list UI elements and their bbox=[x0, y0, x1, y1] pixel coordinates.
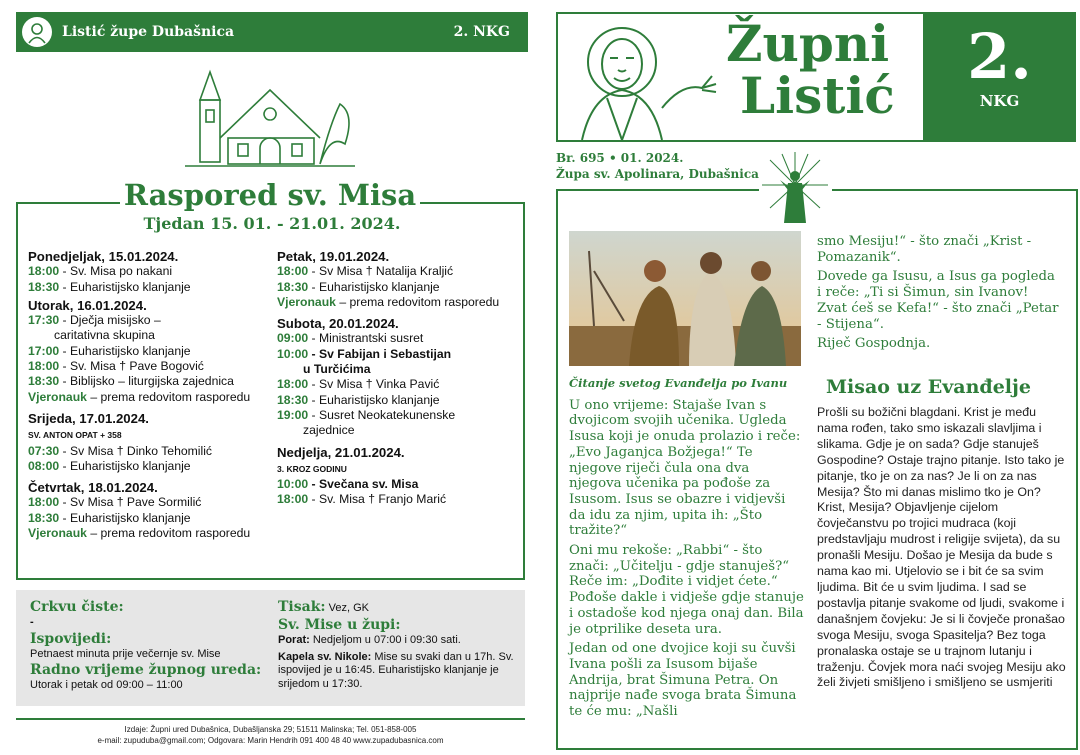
schedule-entry: 18:00 - Sv Misa † Natalija Kraljić bbox=[277, 264, 454, 279]
gospel-column-left bbox=[569, 376, 804, 724]
info-column-1 bbox=[30, 598, 270, 693]
masses-heading: Sv. Mise u župi: bbox=[278, 617, 401, 633]
gospel-column-right bbox=[817, 234, 1062, 356]
gospel-paragraph: Jedan od one dvojice koji su čuvši Ivana pošli za Isusom bijaše Andrija, brat Šimuna Petra. On najprije nađe svoga brata Šimuna te će mu: „Našli bbox=[569, 641, 797, 720]
day-heading: Ponedjeljak, 15.01.2024. bbox=[28, 249, 179, 264]
gospel-painting bbox=[569, 231, 801, 366]
saint-portrait-icon bbox=[562, 18, 732, 140]
schedule-title: Raspored sv. Misa bbox=[120, 178, 420, 212]
schedule-entry: 17:00 - Euharistijsko klanjanje bbox=[28, 343, 191, 358]
issue-line-1: Br. 695 • 01. 2024. bbox=[556, 151, 684, 165]
schedule-entry: 18:00 - Sv Misa † Vinka Pavić bbox=[277, 377, 440, 392]
gospel-paragraph: U ono vrijeme: Stajaše Ivan s dvojicom svojih učenika. Ugleda Isusa koji je onuda prolazio i reče: „Evo Jaganjca Božjega!“ Te njegove riječi čula ona dva njegova učenika pa pođoše za Isusom. Isus se obazre i vidjevši da idu za njim, upita ih: „Što tražite?“ bbox=[569, 397, 801, 539]
day-heading: Petak, 19.01.2024. bbox=[277, 249, 390, 264]
schedule-entry: 10:00 - Sv Fabijan i Sebastijan bbox=[277, 346, 452, 361]
church-drawing-icon bbox=[180, 60, 360, 175]
chapel-line: Kapela sv. Nikole: Mise su svaki dan u 17h. Sv. ispovijed je u 16:45. Euharistijsko klanjanje je srijedom u 17:30. bbox=[278, 650, 514, 690]
masthead-title-line-2: Listić bbox=[740, 66, 895, 125]
schedule-entry: 08:00 - Euharistijsko klanjanje bbox=[28, 458, 191, 473]
cleaning-heading: Crkvu čiste: bbox=[30, 599, 124, 615]
schedule-entry: 09:00 - Ministrantski susret bbox=[277, 331, 424, 346]
schedule-entry: Vjeronauk – prema redovitom rasporedu bbox=[28, 526, 251, 541]
schedule-entry: 18:30 - Biblijsko – liturgijska zajednica bbox=[28, 374, 234, 389]
footer-divider bbox=[16, 718, 525, 720]
confession-value: Petnaest minuta prije večernje sv. Mise bbox=[30, 647, 221, 660]
masthead-title bbox=[726, 14, 936, 125]
day-heading: Utorak, 16.01.2024. bbox=[28, 297, 147, 313]
print-heading: Tisak: bbox=[278, 599, 326, 615]
gospel-paragraph: smo Mesiju!“ - što znači „Krist - Pomazanik“. bbox=[817, 234, 1032, 265]
info-column-2 bbox=[278, 598, 518, 691]
schedule-entry-cont: u Turčićima bbox=[303, 362, 371, 377]
office-hours-heading: Radno vrijeme župnog ureda: bbox=[30, 662, 262, 678]
office-hours-value: Utorak i petak od 09:00 – 11:00 bbox=[30, 679, 183, 691]
day-heading: Četvrtak, 18.01.2024. bbox=[28, 480, 158, 496]
porat-line: Porat: Nedjeljom u 07:00 i 09:30 sati. bbox=[278, 634, 461, 646]
schedule-entry: 18:30 - Euharistijsko klanjanje bbox=[277, 392, 440, 407]
left-header-number: 2. NKG bbox=[453, 24, 510, 40]
schedule-entry: Vjeronauk – prema redovitom rasporedu bbox=[277, 294, 500, 309]
gospel-source: Čitanje svetog Evanđelja po Ivanu bbox=[569, 376, 788, 390]
schedule-column-1 bbox=[28, 246, 268, 541]
issue-line-2: Župa sv. Apolinara, Dubašnica bbox=[556, 167, 759, 181]
info-box bbox=[16, 590, 525, 706]
schedule-entry: 18:00 - Sv. Misa po nakani bbox=[28, 264, 173, 279]
schedule-entry-cont: caritativna skupina bbox=[54, 328, 155, 343]
print-line: Tisak: Vez, GK bbox=[278, 599, 369, 615]
footer-line-1: Izdaje: Župni ured Dubašnica, Dubašljanska 29; 51511 Malinska; Tel. 051-858-005 bbox=[124, 725, 417, 734]
reflection-text: Prošli su božični blagdani. Krist je među nama rođen, tako smo iskazali slavljima i slikama. Gdje je on sada? Gdje stanuješ Gospodine? Ostaje trajno pitanje. Isto tako je pitanje, tko je on za nas? Je li on za nas Mesija? Što mi danas mislimo tko je On? Krist, Mesija? Objavljenje cijelom čovječanstvu po trojici mudraca (koji predstavljaju mudrost i religije svijeta), da su pronašli Mesiju. Došao je Mesija da bude s nama kao mi. Utjelovio se i bit će sa svim ljudima. Bit će u svim ljudima. I sad se postavlja pitanje svakome od ljudi, svakome i današnjem čovjeku: Je si li čovječe pronašao svoga Mesiju, svoga Spasitelja? Bez toga pronalaska ostaje se u trajnom lutanju i traženju. Čovjek mora naći svojeg Mesiju ako želi živjeti smišljeno i smišljeno se usmjeriti bbox=[817, 405, 1066, 690]
feast-label: SV. ANTON OPAT + 358 bbox=[28, 430, 122, 441]
schedule-entry: 18:30 - Euharistijsko klanjanje bbox=[28, 279, 191, 294]
schedule-entry: 07:30 - Sv Misa † Dinko Tehomilić bbox=[28, 443, 213, 458]
masthead-title-line-1: Župni bbox=[726, 14, 890, 73]
feast-label: 3. KROZ GODINU bbox=[277, 463, 347, 474]
schedule-entry: Vjeronauk – prema redovitom rasporedu bbox=[28, 389, 251, 404]
saint-logo-icon bbox=[22, 17, 52, 47]
schedule-entry: 18:30 - Euharistijsko klanjanje bbox=[277, 279, 440, 294]
day-heading: Srijeda, 17.01.2024. bbox=[28, 410, 149, 426]
left-header-title: Listić župe Dubašnica bbox=[62, 24, 235, 40]
masthead bbox=[556, 12, 1076, 142]
schedule-entry: 18:00 - Sv Misa † Pave Sormilić bbox=[28, 495, 202, 510]
reflection-title: Misao uz Evanđelje bbox=[826, 376, 1031, 398]
schedule-column-2 bbox=[277, 246, 517, 508]
gospel-paragraph: Oni mu rekoše: „Rabbi“ - što znači: „Učitelju - gdje stanuješ?“ Reče im: „Dođite i vidjet ćete.“ Pođoše dakle i vidješe gdje stanuje i ostadoše kod njega onaj dan. Bila je otprilike deseta ura. bbox=[569, 543, 804, 637]
day-heading: Subota, 20.01.2024. bbox=[277, 316, 399, 332]
gospel-paragraph: Dovede ga Isusu, a Isus ga pogleda i reče: „Ti si Šimun, sin Ivanov! Zvat ćeš se Kefa!“ - što znači „Petar - Stijena“. bbox=[817, 269, 1059, 332]
schedule-entry-cont: zajednice bbox=[303, 423, 355, 438]
day-heading: Nedjelja, 21.01.2024. bbox=[277, 444, 405, 460]
gospel-closing: Riječ Gospodnja. bbox=[817, 336, 931, 352]
schedule-entry: 18:00 - Sv. Misa † Franjo Marić bbox=[277, 492, 447, 507]
issue-number-box bbox=[923, 12, 1076, 142]
issue-number-label: NKG bbox=[979, 92, 1020, 110]
issue-number: 2. bbox=[967, 20, 1032, 93]
schedule-week: Tjedan 15. 01. - 21.01. 2024. bbox=[143, 214, 401, 233]
schedule-entry: 10:00 - Svečana sv. Misa bbox=[277, 477, 419, 492]
schedule-entry: 18:00 - Sv. Misa † Pave Bogović bbox=[28, 359, 204, 374]
schedule-entry: 19:00 - Susret Neokatekunenske bbox=[277, 407, 456, 422]
footer bbox=[16, 724, 525, 746]
issue-info bbox=[556, 150, 759, 182]
schedule-entry: 17:30 - Dječja misijsko – bbox=[28, 313, 161, 328]
footer-line-2: e-mail: zupuduba@gmail.com; Odgovara: Marin Hendrih 091 400 48 40 www.zupadubasnica.com bbox=[97, 736, 444, 745]
confession-heading: Ispovijedi: bbox=[30, 630, 112, 647]
schedule-entry: 18:30 - Euharistijsko klanjanje bbox=[28, 510, 191, 525]
cleaning-value: - bbox=[30, 616, 34, 628]
left-header-bar bbox=[16, 12, 528, 52]
